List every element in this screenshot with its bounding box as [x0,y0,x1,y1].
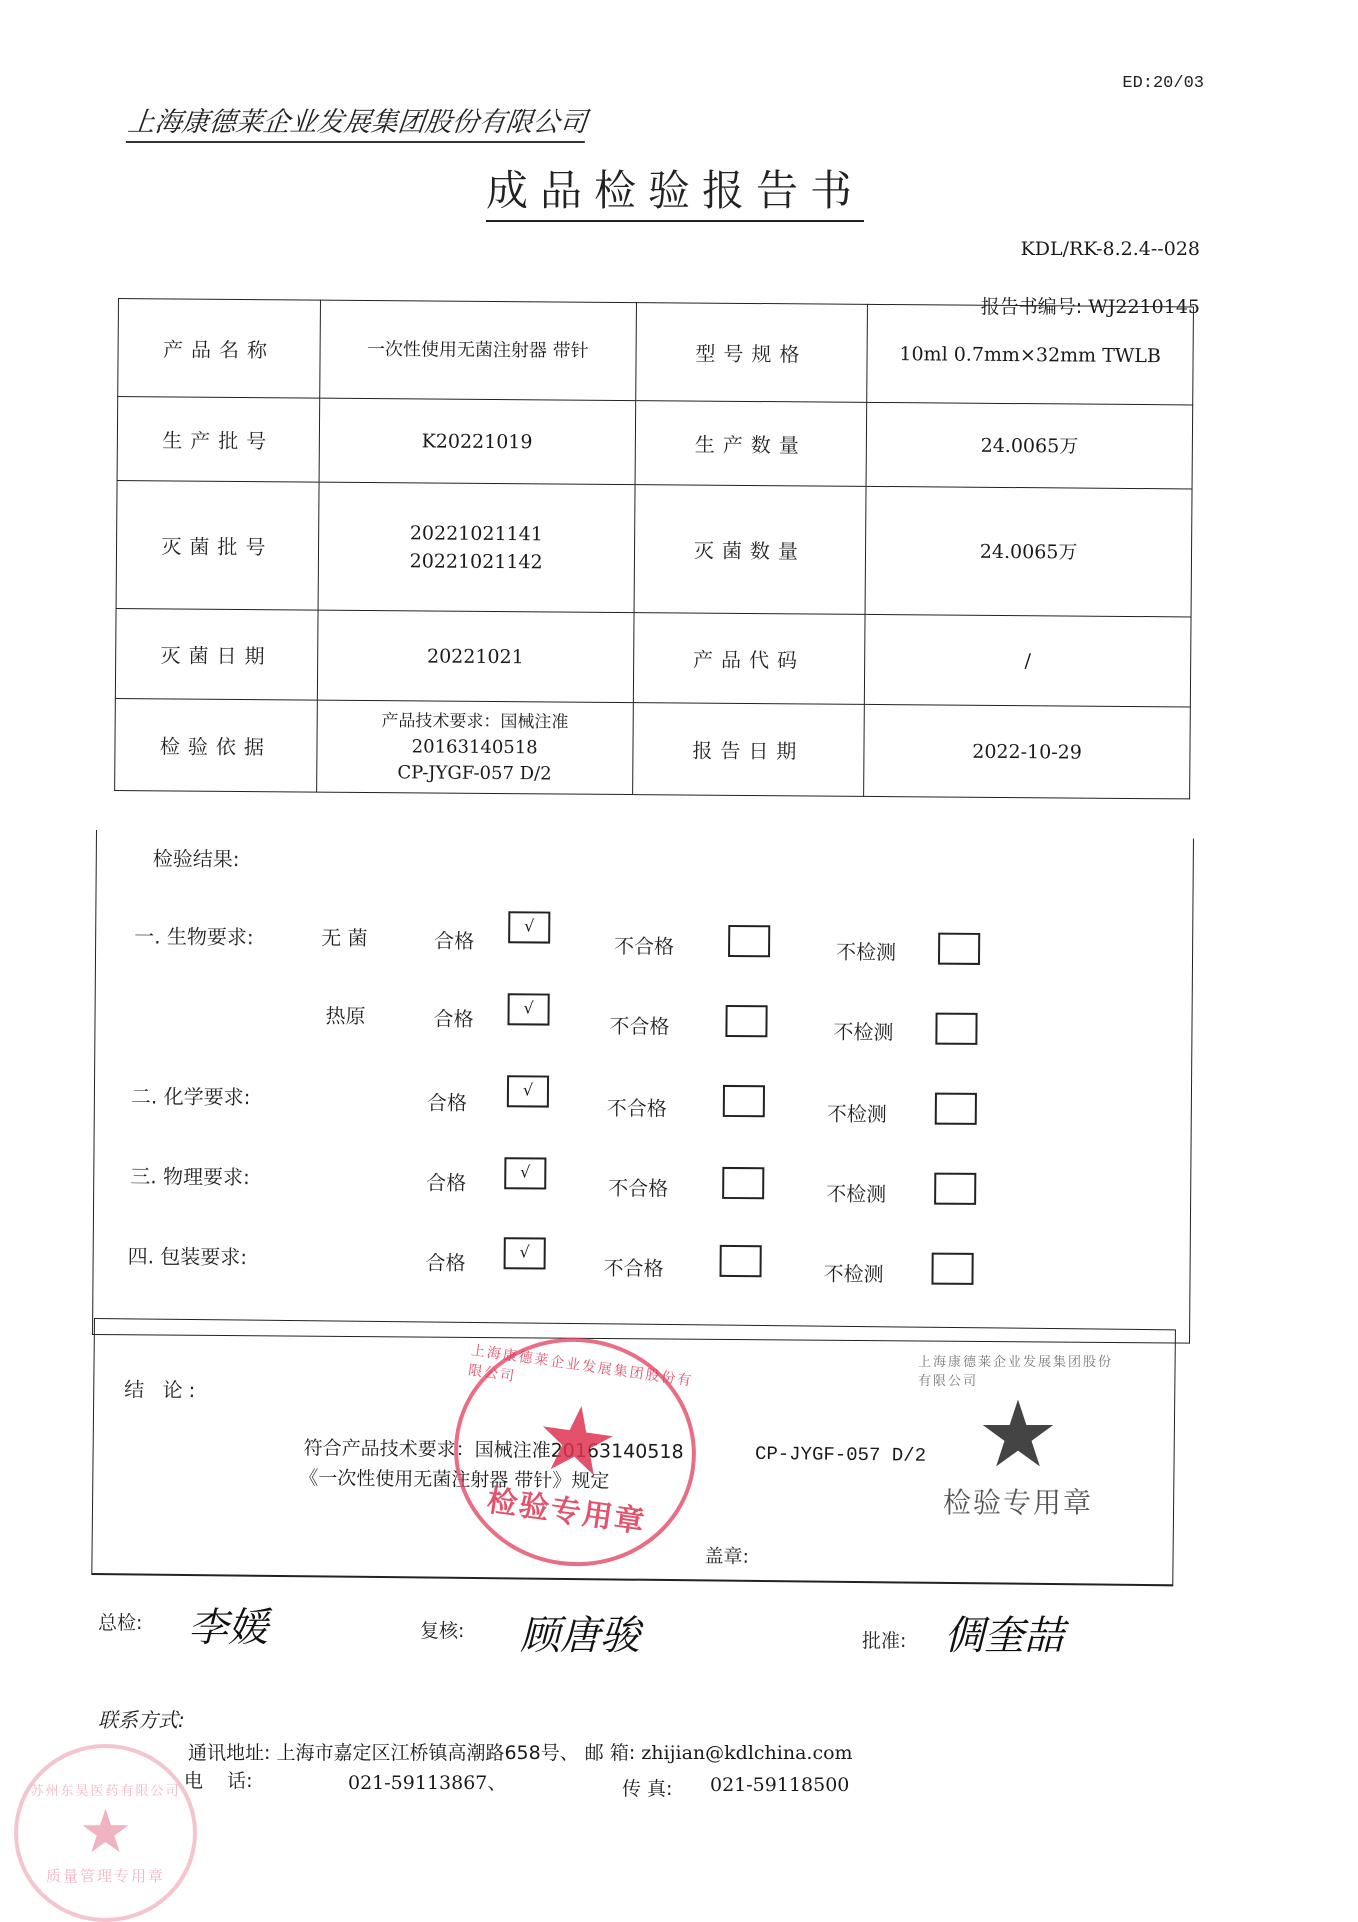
packaging-fail-checkbox[interactable] [720,1245,762,1277]
stamp-bottom-text: 检验专用章 [484,1483,649,1541]
fail-label: 不合格 [603,1256,664,1281]
sterility-not-tested-checkbox[interactable] [938,933,980,965]
star-icon: ★ [78,1797,133,1867]
value-production-batch: K20221019 [319,398,635,484]
label-production-batch: 生产批号 [117,397,319,483]
sterilization-batch-1: 20221021141 [409,521,543,545]
conclusion-line-2: 《一次性使用无菌注射器 带针》规定 [299,1467,610,1493]
sterility-pass-checkbox[interactable]: √ [508,911,550,943]
document-code: KDL/RK-8.2.4--028 [1020,238,1200,260]
address-value: 上海市嘉定区江桥镇高潮路658号、 [276,1742,579,1764]
value-model-spec: 10ml 0.7mm×32mm TWLB [867,304,1194,405]
physical-not-tested-checkbox[interactable] [934,1173,976,1205]
label-sterilization-batch: 灭菌批号 [116,480,319,610]
report-number-value: WJ2210145 [1088,296,1200,318]
approver-signature: 倜奎喆 [944,1613,1064,1659]
section-physical: 三. 物理要求: [130,1164,250,1190]
pyrogen-pass-checkbox[interactable]: √ [507,993,549,1025]
phone-value: 021-59113867、 [348,1772,507,1794]
pyrogen-not-tested-checkbox[interactable] [935,1013,977,1045]
physical-pass-checkbox[interactable]: √ [504,1157,546,1189]
reviewer-signature: 顾唐骏 [520,1613,640,1659]
chemical-fail-checkbox[interactable] [723,1085,765,1117]
label-sterilization-qty: 灭菌数量 [634,485,867,615]
table-row [118,299,1194,405]
packaging-not-tested-checkbox[interactable] [931,1253,973,1285]
sterility-fail-checkbox[interactable] [728,925,770,957]
seal-label: 盖章: [704,1545,750,1568]
fail-label: 不合格 [614,934,675,959]
label-product-name: 产品名称 [118,299,321,399]
report-number-label: 报告书编号: [980,296,1083,318]
value-sterilization-qty: 24.0065万 [865,486,1192,617]
not-tested-label: 不检测 [823,1261,884,1287]
contact-heading: 联系方式: [98,1708,185,1732]
value-product-name: 一次性使用无菌注射器 带针 [320,300,637,400]
pass-label: 合格 [426,1170,467,1195]
fail-label: 不合格 [608,1176,669,1201]
edition-code: ED:20/03 [1122,74,1204,93]
inspection-results-section [92,830,1194,1344]
fax-value: 021-59118500 [710,1774,850,1796]
address-line [188,1738,853,1765]
table-row [115,608,1191,706]
physical-fail-checkbox[interactable] [722,1167,764,1199]
table-row [117,397,1193,489]
value-report-date: 2022-10-29 [864,704,1190,799]
sub-sterility: 无 菌 [321,925,368,951]
gray-inspection-stamp [918,1336,1118,1536]
chief-inspector-signature: 李媛 [188,1605,268,1651]
approver-label: 批准: [862,1630,907,1652]
basis-line-3: CP-JYGF-057 D/2 [397,761,552,784]
fax-label: 传 真: [622,1778,673,1800]
conclusion-code: CP-JYGF-057 D/2 [754,1442,927,1467]
not-tested-label: 不检测 [835,939,897,965]
star-icon: ★ [976,1381,1060,1488]
reviewer-label: 复核: [420,1620,465,1642]
value-product-code: / [865,614,1191,707]
stamp-arc-text: 上海康德莱企业发展集团股份有限公司 [467,1342,695,1390]
company-name: 上海康德莱企业发展集团股份有限公司 [126,100,590,143]
value-sterilization-batch [318,482,635,612]
product-info-table [114,298,1194,799]
not-tested-label: 不检测 [826,1101,887,1127]
label-product-code: 产品代码 [633,613,865,705]
packaging-pass-checkbox[interactable]: √ [504,1237,546,1269]
email-label: 邮 箱: [584,1742,636,1764]
conclusion-text-1: 符合产品技术要求：国械注准20163140518 [303,1437,684,1464]
sub-pyrogen: 热原 [325,1003,366,1029]
chief-inspector-label: 总检: [98,1612,143,1634]
chemical-not-tested-checkbox[interactable] [935,1093,977,1125]
not-tested-label: 不检测 [833,1019,894,1045]
stamp-bottom-text: 检验专用章 [942,1486,1093,1519]
label-sterilization-date: 灭菌日期 [115,608,318,700]
results-heading: 检验结果: [152,846,240,872]
email-value: zhijian@kdlchina.com [641,1742,853,1764]
table-row [116,480,1192,616]
page-title: 成品检验报告书 [486,158,864,222]
phone-label: 电 话: [184,1770,253,1792]
section-chemical: 二. 化学要求: [130,1084,251,1110]
pass-label: 合格 [426,1090,467,1115]
fail-label: 不合格 [606,1096,667,1121]
label-inspection-basis: 检验依据 [115,698,318,792]
section-packaging: 四. 包装要求: [127,1244,248,1270]
stamp-arc-text: 苏州东昊医药有限公司 [30,1784,181,1799]
not-tested-label: 不检测 [826,1181,887,1207]
label-production-qty: 生产数量 [635,401,867,487]
sterilization-batch-2: 20221021142 [409,549,543,573]
conclusion-label: 结 论: [124,1377,202,1403]
address-label: 通讯地址: [188,1742,271,1764]
star-icon: ★ [528,1381,625,1500]
quality-management-stamp [14,1744,197,1922]
label-model-spec: 型号规格 [635,303,867,403]
fail-label: 不合格 [609,1014,670,1039]
pyrogen-fail-checkbox[interactable] [725,1005,767,1037]
value-inspection-basis [316,700,632,794]
label-report-date: 报告日期 [632,703,864,797]
stamp-bottom-text: 质量管理专用章 [45,1867,165,1885]
basis-line-1: 产品技术要求：国械注准 [381,710,569,733]
stamp-arc-text: 上海康德莱企业发展集团股份有限公司 [918,1355,1114,1389]
table-row [115,698,1191,798]
basis-line-2: 20163140518 [411,735,538,758]
value-production-qty: 24.0065万 [866,402,1192,489]
pass-label: 合格 [425,1250,466,1275]
section-biological: 一. 生物要求: [134,924,254,950]
pass-label: 合格 [433,1006,474,1031]
pass-label: 合格 [434,928,475,953]
chemical-pass-checkbox[interactable]: √ [507,1075,549,1107]
value-sterilization-date: 20221021 [317,610,633,702]
